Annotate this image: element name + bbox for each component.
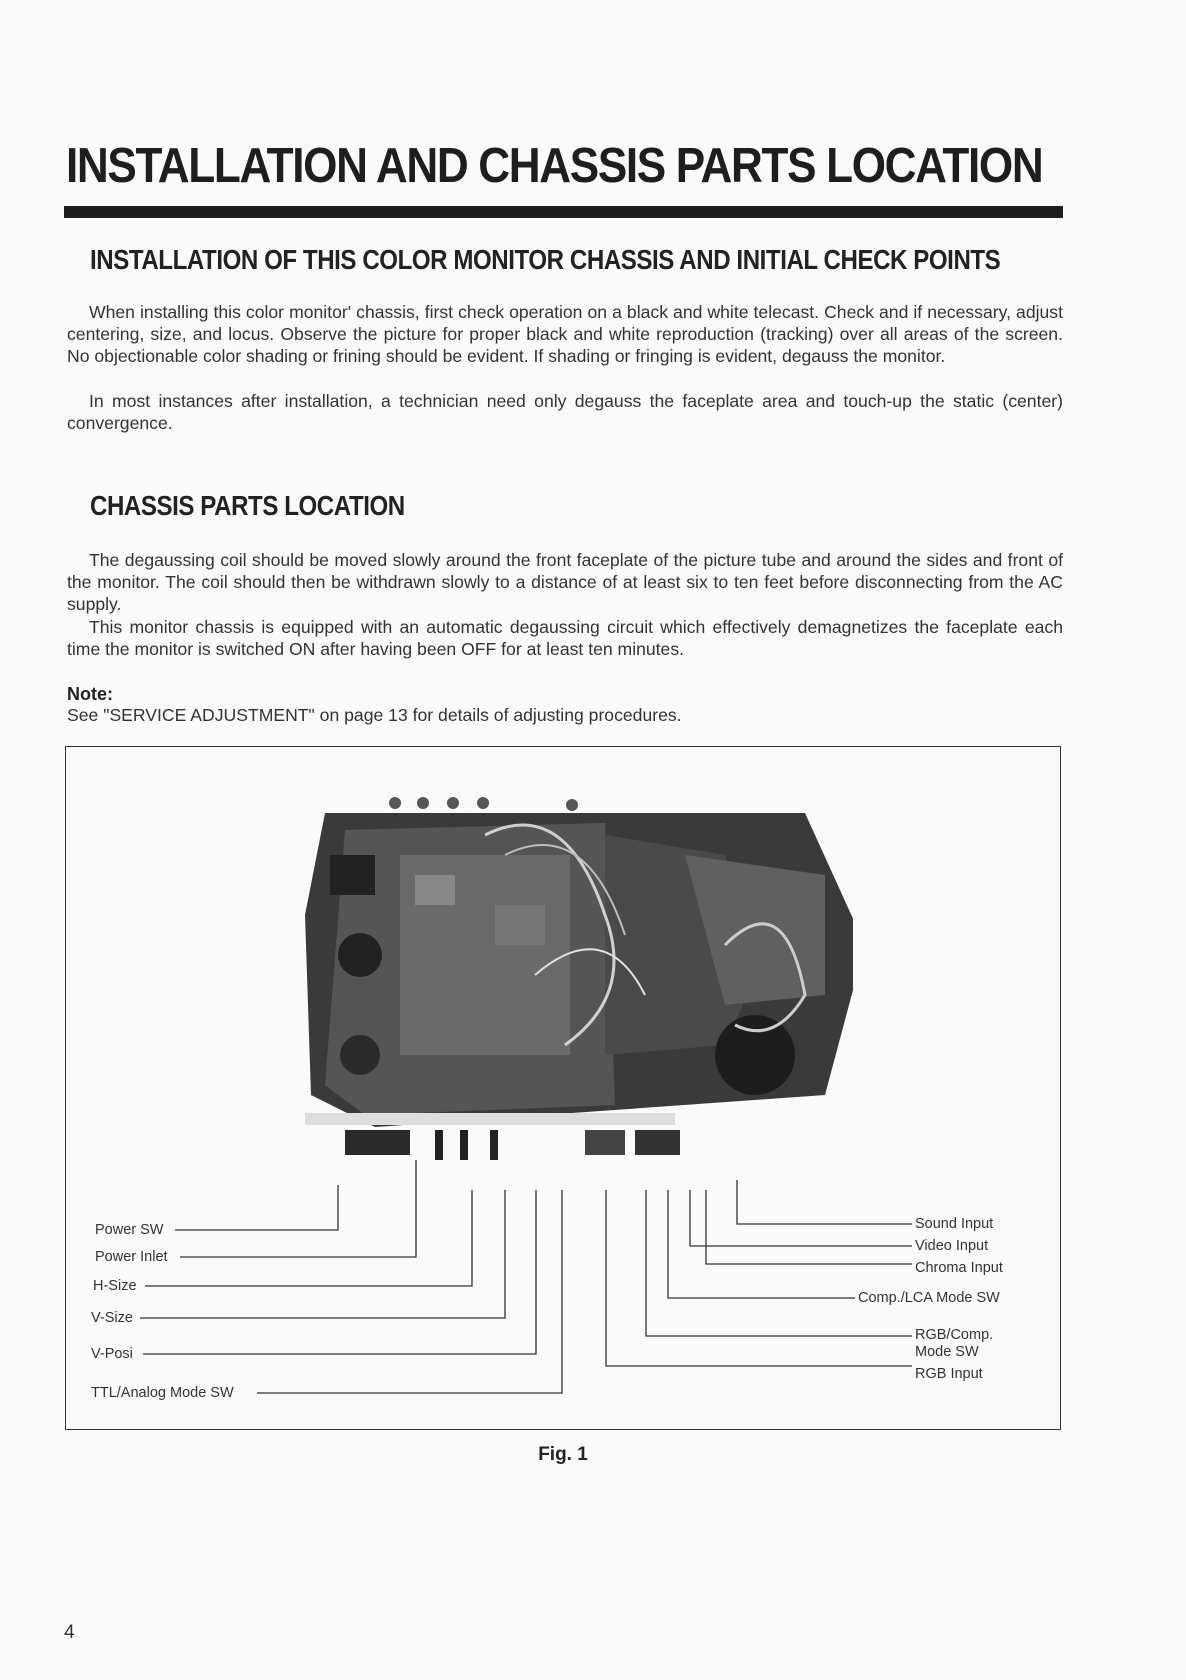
label-ttl-analog-mode-sw: TTL/Analog Mode SW: [91, 1385, 234, 1401]
chassis-paragraph-2: This monitor chassis is equipped with an automatic degaussing circuit which effectively demagnetizes the faceplate each time the monitor is switched ON after having been OFF for at least ten minutes.: [67, 617, 1063, 659]
note-text: See "SERVICE ADJUSTMENT" on page 13 for details of adjusting procedures.: [67, 705, 682, 725]
label-mode-sw: Mode SW: [915, 1344, 979, 1360]
chassis-paragraph-1: The degaussing coil should be moved slowly around the front faceplate of the picture tube and around the sides and front of the monitor. The coil should then be withdrawn slowly to a distance of at least six to ten feet before disconnecting from the AC supply.: [67, 550, 1063, 614]
installation-paragraph-1: When installing this color monitor' chassis, first check operation on a black and white telecast. Check and if necessary, adjust centering, size, and locus. Observe the picture for proper black and white reproduction (tracking) over all areas of the screen. No objectionable color shading or frining should be evident. If shading or fringing is evident, degauss the monitor.: [67, 302, 1063, 366]
label-comp-lca-mode-sw: Comp./LCA Mode SW: [858, 1290, 1000, 1306]
label-rgb-input: RGB Input: [915, 1366, 983, 1382]
note-label: Note:: [67, 684, 113, 704]
section-heading-installation: INSTALLATION OF THIS COLOR MONITOR CHASSIS AND INITIAL CHECK POINTS: [90, 244, 1001, 275]
label-h-size: H-Size: [93, 1278, 137, 1294]
section-heading-chassis: CHASSIS PARTS LOCATION: [90, 490, 405, 521]
label-v-size: V-Size: [91, 1310, 133, 1326]
label-video-input: Video Input: [915, 1238, 989, 1254]
page-title: INSTALLATION AND CHASSIS PARTS LOCATION: [66, 139, 1043, 193]
installation-paragraph-2: In most instances after installation, a technician need only degauss the faceplate area and touch-up the static (center) convergence.: [67, 391, 1063, 433]
label-sound-input: Sound Input: [915, 1216, 994, 1232]
label-chroma-input: Chroma Input: [915, 1260, 1003, 1276]
label-v-posi: V-Posi: [91, 1346, 133, 1362]
label-power-inlet: Power Inlet: [95, 1249, 168, 1265]
label-rgb-comp: RGB/Comp.: [915, 1327, 994, 1343]
figure-caption: Fig. 1: [538, 1444, 588, 1465]
page-number: 4: [64, 1622, 75, 1643]
label-power-sw: Power SW: [95, 1222, 164, 1238]
